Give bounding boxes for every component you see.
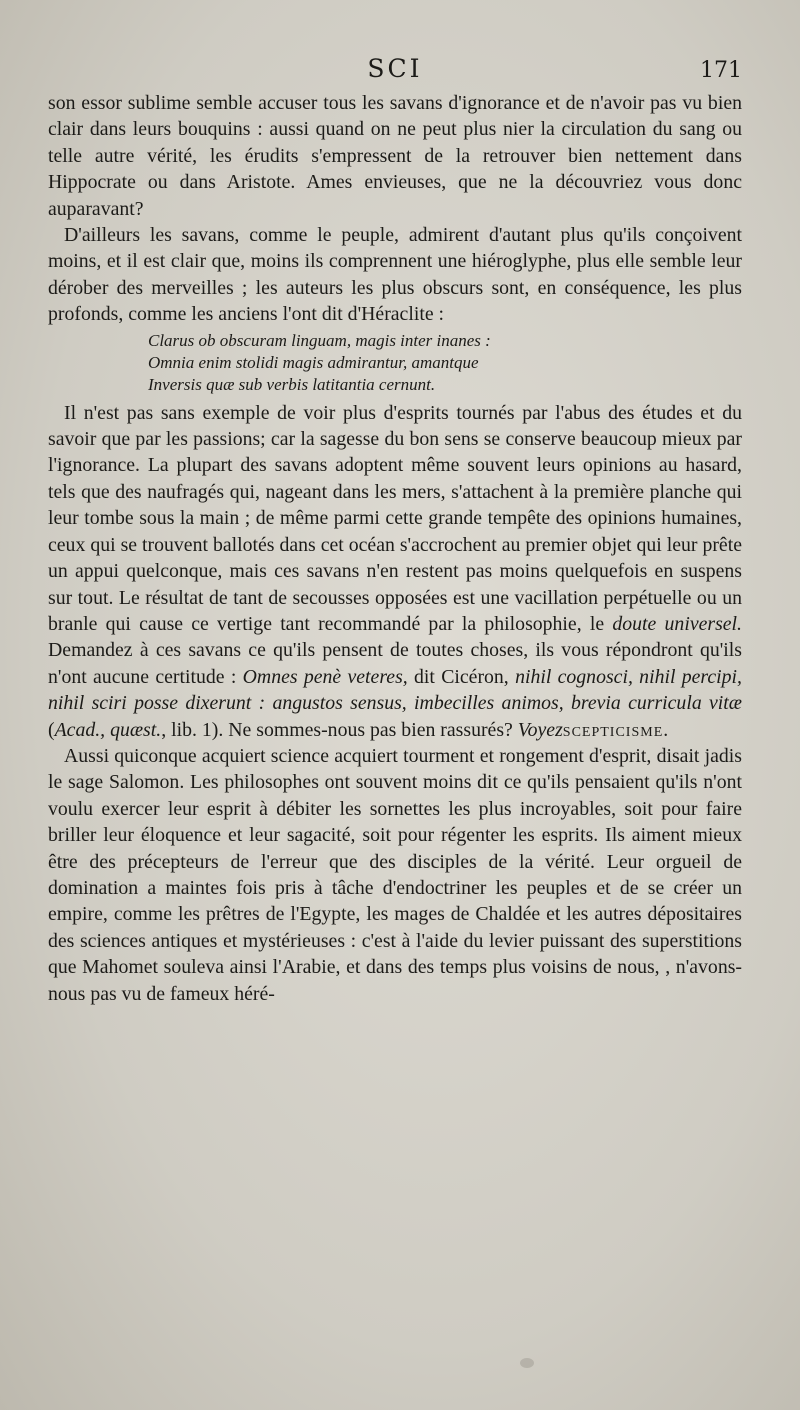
- italic-phrase: doute universel.: [612, 612, 742, 635]
- running-head: SCI: [367, 54, 423, 83]
- paragraph-3: [48, 400, 742, 743]
- latin-verse: [148, 330, 742, 396]
- paragraph-1: son essor sublime semble accuser tous les savans d'ignorance et de n'avoir pas vu bien clair dans leurs bouquins : aussi quand on ne peut plus nier la circulation du sang ou telle autre vérité, les érudits s'empressent de la retrouver bien nettement dans Hippocrate ou dans Aristote. Ames envieuses, que ne la découvriez vous donc auparavant?: [48, 92, 742, 220]
- citation-open: (: [48, 718, 55, 741]
- latin-quote-2: nihil cognosci, nihil percipi, nihil sciri posse dixerunt : angustos sensus, imbecilles animos, brevia curricula vitæ: [48, 665, 742, 715]
- paragraph-3-text: Il n'est pas sans exemple de voir plus d'esprits tournés par l'abus des études et du savoir que par les passions; car la sagesse du bon sens se conserve beaucoup mieux par l'ignorance. La plupart des savans adoptent même souvent leurs opinions au hasard, tels que des naufragés qui, nageant dans les mers, s'attachent à la première planche qui leur tombe sous la main ; de même parmi cette grande tempête des opinions humaines, ceux qui se trouvent ballotés dans cet océan s'accrochent au premier objet qui leur prête un appui quelconque, mais ces savans n'en restent pas moins quelquefois en suspens sur tout. Le résultat de tant de secousses opposées est une vacillation perpétuelle ou un branle qui cause ce vertige tant recommandé par la philosophie, le: [48, 401, 742, 635]
- ink-stain: [520, 1358, 534, 1368]
- citation-source: Acad., quæst.: [54, 718, 162, 741]
- see-label: Voyez: [517, 718, 563, 741]
- verse-line-2: Omnia enim stolidi magis admirantur, amantque: [148, 352, 479, 372]
- paragraph-2: D'ailleurs les savans, comme le peuple, admirent d'autant plus qu'ils conçoivent moins, et il est clair que, moins ils comprennent une hiéroglyphe, plus elle semble leur dérober des merveilles ; les auteurs les plus obscurs sont, en conséquence, les plus profonds, comme les anciens l'ont dit d'Héraclite :: [48, 224, 742, 326]
- page-number: 171: [700, 58, 742, 83]
- body-text: [48, 90, 742, 1007]
- citation-close: , lib. 1). Ne sommes-nous pas bien rassurés?: [161, 718, 518, 741]
- attribution: dit Cicéron,: [407, 665, 516, 688]
- cross-reference: scepticisme.: [562, 718, 670, 741]
- paragraph-3-text-2: Demandez à ces savans ce qu'ils pensent de toutes choses, ils vous répondront qu'ils n'ont aucune certitude :: [48, 639, 742, 688]
- verse-line-3: Inversis quæ sub verbis latitantia cernunt.: [148, 374, 436, 394]
- latin-quote: Omnes penè veteres,: [242, 665, 408, 688]
- paragraph-4: Aussi quiconque acquiert science acquiert tourment et rongement d'esprit, disait jadis le sage Salomon. Les philosophes ont souvent moins dit ce qu'ils pensaient qu'ils n'ont voulu exercer leur esprit à débiter les sornettes les plus incroyables, soit pour faire briller leur éloquence et leur sagacité, soit pour régenter les esprits. Ils aiment mieux être des précepteurs de l'erreur que des disciples de la vérité. Leur orgueil de domination a maintes fois pris à tâche d'endoctriner les peuples et de se créer un empire, comme les prêtres de l'Egypte, les mages de Chaldée et les autres dépositaires des sciences antiques et mystérieuses : c'est à l'aide du levier puissant des superstitions que Mahomet souleva ainsi l'Arabie, et dans des temps plus voisins de nous, , n'avons-nous pas vu de fameux héré-: [48, 744, 742, 1005]
- verse-line-1: Clarus ob obscuram linguam, magis inter inanes :: [148, 330, 491, 350]
- page-header: [48, 54, 742, 90]
